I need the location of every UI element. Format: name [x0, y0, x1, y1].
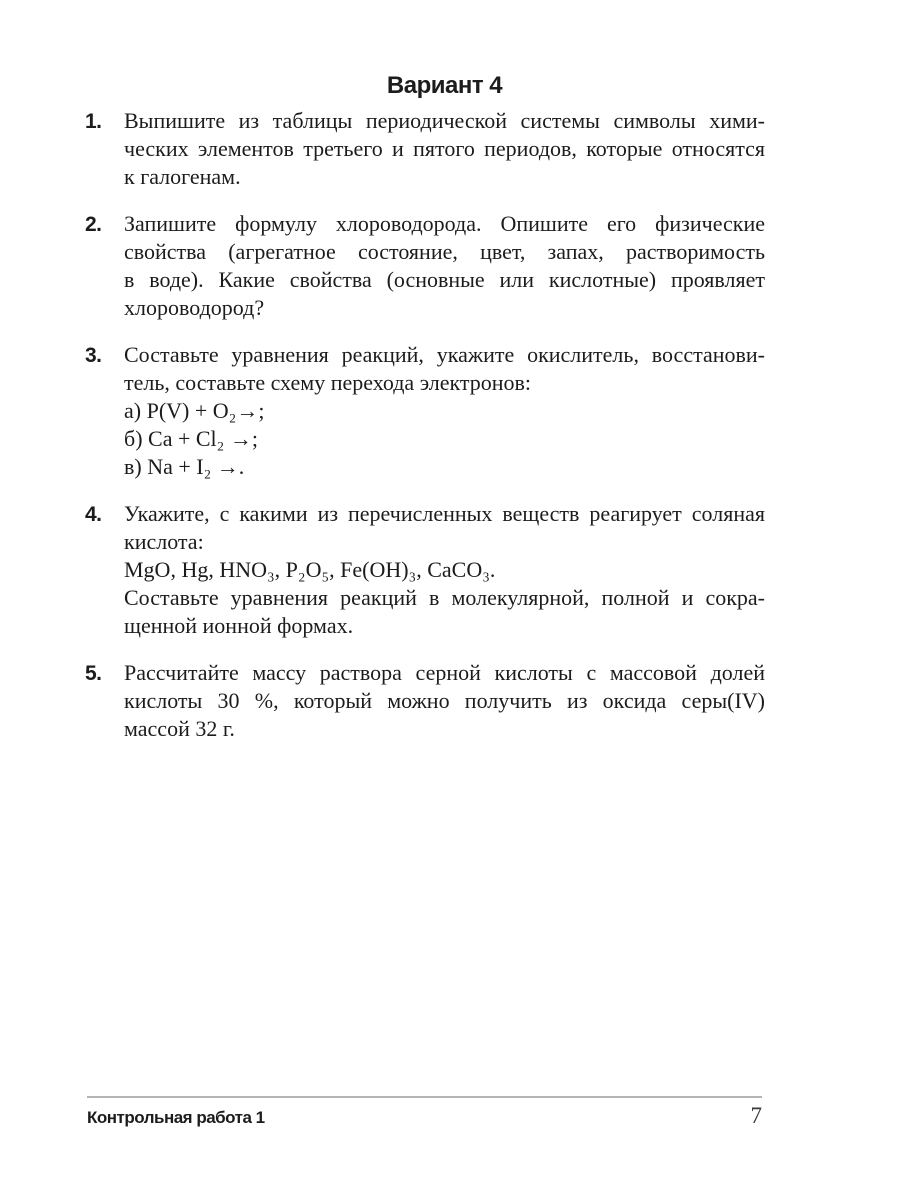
question-number: 5.	[85, 662, 102, 685]
page-number: 7	[750, 1103, 762, 1128]
question-item	[85, 341, 765, 481]
question-number: 3.	[85, 344, 102, 367]
question-line: кислота:	[124, 529, 204, 554]
question-item	[85, 210, 765, 322]
question-line: свойства (агрегатное состояние, цвет, запах, растворимость	[124, 239, 765, 264]
question-line: Укажите, с какими из перечисленных веществ реагирует соляная	[124, 501, 765, 526]
question-line: Составьте уравнения реакций, укажите окислитель, восстанови-	[124, 342, 765, 367]
question-line: ческих элементов третьего и пятого периодов, которые относятся	[124, 136, 765, 161]
page-title: Вариант 4	[386, 72, 503, 99]
question-item	[85, 659, 765, 743]
question-body	[124, 210, 765, 322]
question-line: к галогенам.	[124, 164, 241, 189]
page-footer	[87, 1096, 762, 1129]
question-line: б) Ca + Cl₂ →;	[124, 426, 258, 451]
question-line: в) Na + I₂ →.	[124, 454, 245, 479]
question-line: Выпишите из таблицы периодической системы символы хими-	[124, 108, 765, 133]
question-item	[85, 500, 765, 640]
footer-rule	[87, 1096, 762, 1098]
questions-list	[85, 107, 765, 743]
question-body	[124, 659, 765, 743]
question-line: Составьте уравнения реакций в молекулярной, полной и сокра-	[124, 585, 765, 610]
question-number: 1.	[85, 110, 102, 133]
question-number: 4.	[85, 503, 102, 526]
question-line: массой 32 г.	[124, 716, 235, 741]
page-content	[85, 0, 765, 762]
footer-row	[87, 1104, 762, 1129]
question-body	[124, 107, 765, 191]
question-line: щенной ионной формах.	[124, 613, 354, 638]
question-body	[124, 500, 765, 640]
question-line: тель, составьте схему перехода электронов:	[124, 370, 532, 395]
question-line: в воде). Какие свойства (основные или кислотные) проявляет	[124, 267, 765, 292]
question-number: 2.	[85, 213, 102, 236]
question-item	[85, 107, 765, 191]
question-line: кислоты 30 %, который можно получить из оксида серы(IV)	[124, 688, 765, 713]
question-line: хлороводород?	[124, 295, 265, 320]
question-line: а) P(V) + O₂→;	[124, 398, 265, 423]
footer-section-label: Контрольная работа 1	[87, 1108, 265, 1127]
question-line: MgO, Hg, HNO₃, P₂O₅, Fe(OH)₃, CaCO₃.	[124, 557, 496, 582]
question-line: Запишите формулу хлороводорода. Опишите его физические	[124, 211, 765, 236]
question-body	[124, 341, 765, 481]
question-line: Рассчитайте массу раствора серной кислоты с массовой долей	[124, 660, 765, 685]
